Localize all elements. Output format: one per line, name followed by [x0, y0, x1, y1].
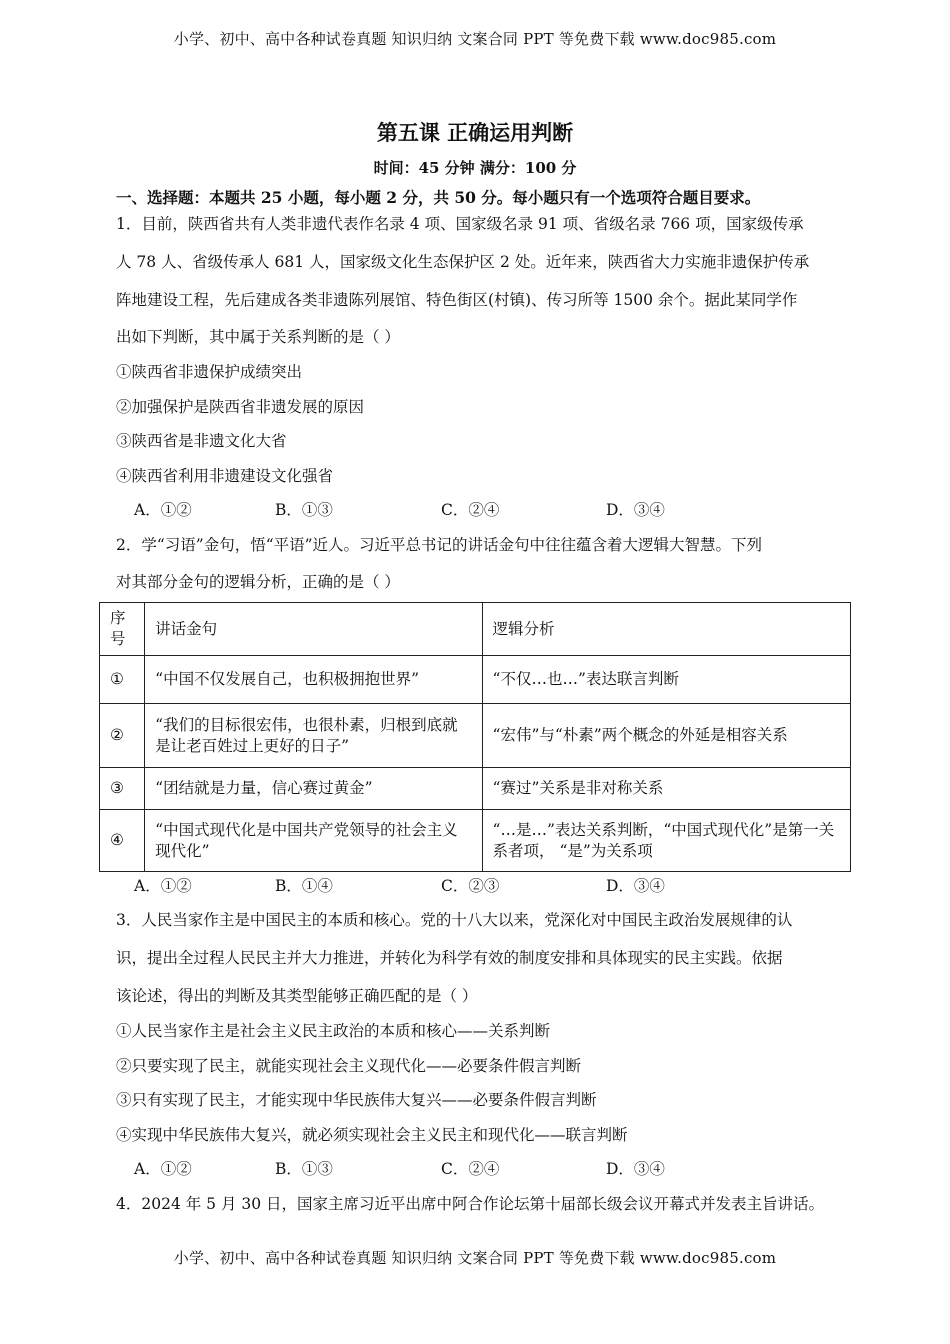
q2-option-d[interactable]: D．③④ [606, 877, 665, 895]
q1-option-b[interactable]: B．①③ [275, 501, 333, 519]
q1-stem-line: 阵地建设工程，先后建成各类非遗陈列展馆、特色街区(村镇)、传习所等 1500 余个。据此某同学作 [116, 291, 798, 309]
q3-item: ③只有实现了民主，才能实现中华民族伟大复兴——必要条件假言判断 [116, 1091, 597, 1109]
q1-item: ①陕西省非遗保护成绩突出 [116, 363, 303, 381]
q1-stem-line: 1．目前，陕西省共有人类非遗代表作名录 4 项、国家级名录 91 项、省级名录 766 项，国家级传承 [116, 215, 804, 233]
table-row [100, 768, 851, 810]
table-cell: ② [100, 704, 145, 768]
q2-option-b[interactable]: B．①④ [275, 877, 333, 895]
logic-analysis-table [99, 602, 851, 872]
q1-options [134, 498, 834, 520]
table-row [100, 704, 851, 768]
q1-option-d[interactable]: D．③④ [606, 501, 665, 519]
exam-meta: 时间：45 分钟 满分：100 分 [373, 159, 577, 177]
q3-stem-line: 识，提出全过程人民民主并大力推进，并转化为科学有效的制度安排和具体现实的民主实践。依据 [116, 949, 783, 967]
q1-option-c[interactable]: C．②④ [441, 501, 500, 519]
q2-option-c[interactable]: C．②③ [441, 877, 500, 895]
q1-option-a[interactable]: A．①② [134, 501, 192, 519]
table-cell: “团结就是力量，信心赛过黄金” [145, 768, 482, 810]
q3-item: ④实现中华民族伟大复兴，就必须实现社会主义民主和现代化——联言判断 [116, 1126, 628, 1144]
table-cell: “中国不仅发展自己，也积极拥抱世界” [145, 656, 482, 704]
table-row [100, 656, 851, 704]
table-cell: “宏伟”与“朴素”两个概念的外延是相容关系 [482, 704, 850, 768]
q2-stem-line: 2．学“习语”金句，悟“平语”近人。习近平总书记的讲话金句中往往蕴含着大逻辑大智慧。下列 [116, 536, 763, 554]
q2-option-a[interactable]: A．①② [134, 877, 192, 895]
table-header-cell: 序号 [100, 603, 145, 656]
q3-item: ①人民当家作主是社会主义民主政治的本质和核心——关系判断 [116, 1022, 551, 1040]
page-footer: 小学、初中、高中各种试卷真题 知识归纳 文案合同 PPT 等免费下载 www.doc985.com [173, 1249, 777, 1267]
q1-item: ④陕西省利用非遗建设文化强省 [116, 467, 334, 485]
q1-item: ②加强保护是陕西省非遗发展的原因 [116, 398, 365, 416]
q1-item: ③陕西省是非遗文化大省 [116, 432, 287, 450]
q3-option-c[interactable]: C．②④ [441, 1160, 500, 1178]
table-cell: “不仅…也…”表达联言判断 [482, 656, 850, 704]
table-header-cell: 逻辑分析 [482, 603, 850, 656]
table-cell: ① [100, 656, 145, 704]
table-header-row [100, 603, 851, 656]
table-cell: “…是…”表达关系判断，“中国式现代化”是第一关系者项， “是”为关系项 [482, 810, 850, 872]
q3-option-a[interactable]: A．①② [134, 1160, 192, 1178]
table-cell: ④ [100, 810, 145, 872]
q3-stem-line: 该论述，得出的判断及其类型能够正确匹配的是（ ） [116, 987, 478, 1005]
page-header: 小学、初中、高中各种试卷真题 知识归纳 文案合同 PPT 等免费下载 www.doc985.com [173, 30, 777, 48]
table-cell: “我们的目标很宏伟，也很朴素，归根到底就是让老百姓过上更好的日子” [145, 704, 482, 768]
q2-stem-line: 对其部分金句的逻辑分析，正确的是（ ） [116, 573, 400, 591]
q3-item: ②只要实现了民主，就能实现社会主义现代化——必要条件假言判断 [116, 1057, 582, 1075]
q1-stem-line: 人 78 人、省级传承人 681 人，国家级文化生态保护区 2 处。近年来，陕西省大力实施非遗保护传承 [116, 253, 810, 271]
q3-option-b[interactable]: B．①③ [275, 1160, 333, 1178]
table-cell: “中国式现代化是中国共产党领导的社会主义现代化” [145, 810, 482, 872]
section-heading: 一、选择题：本题共 25 小题，每小题 2 分，共 50 分。每小题只有一个选项符合题目要求。 [116, 188, 761, 207]
q2-options [134, 874, 834, 896]
table-cell: ③ [100, 768, 145, 810]
q3-stem-line: 3．人民当家作主是中国民主的本质和核心。党的十八大以来，党深化对中国民主政治发展规律的认 [116, 911, 793, 929]
q4-stem-line: 4．2024 年 5 月 30 日，国家主席习近平出席中阿合作论坛第十届部长级会议开幕式并发表主旨讲话。 [116, 1195, 825, 1213]
q1-stem-line: 出如下判断，其中属于关系判断的是（ ） [116, 328, 400, 346]
q3-option-d[interactable]: D．③④ [606, 1160, 665, 1178]
table-row [100, 810, 851, 872]
table-header-cell: 讲话金句 [145, 603, 482, 656]
q3-options [134, 1157, 834, 1179]
table-cell: “赛过”关系是非对称关系 [482, 768, 850, 810]
page-title: 第五课 正确运用判断 [376, 120, 574, 145]
